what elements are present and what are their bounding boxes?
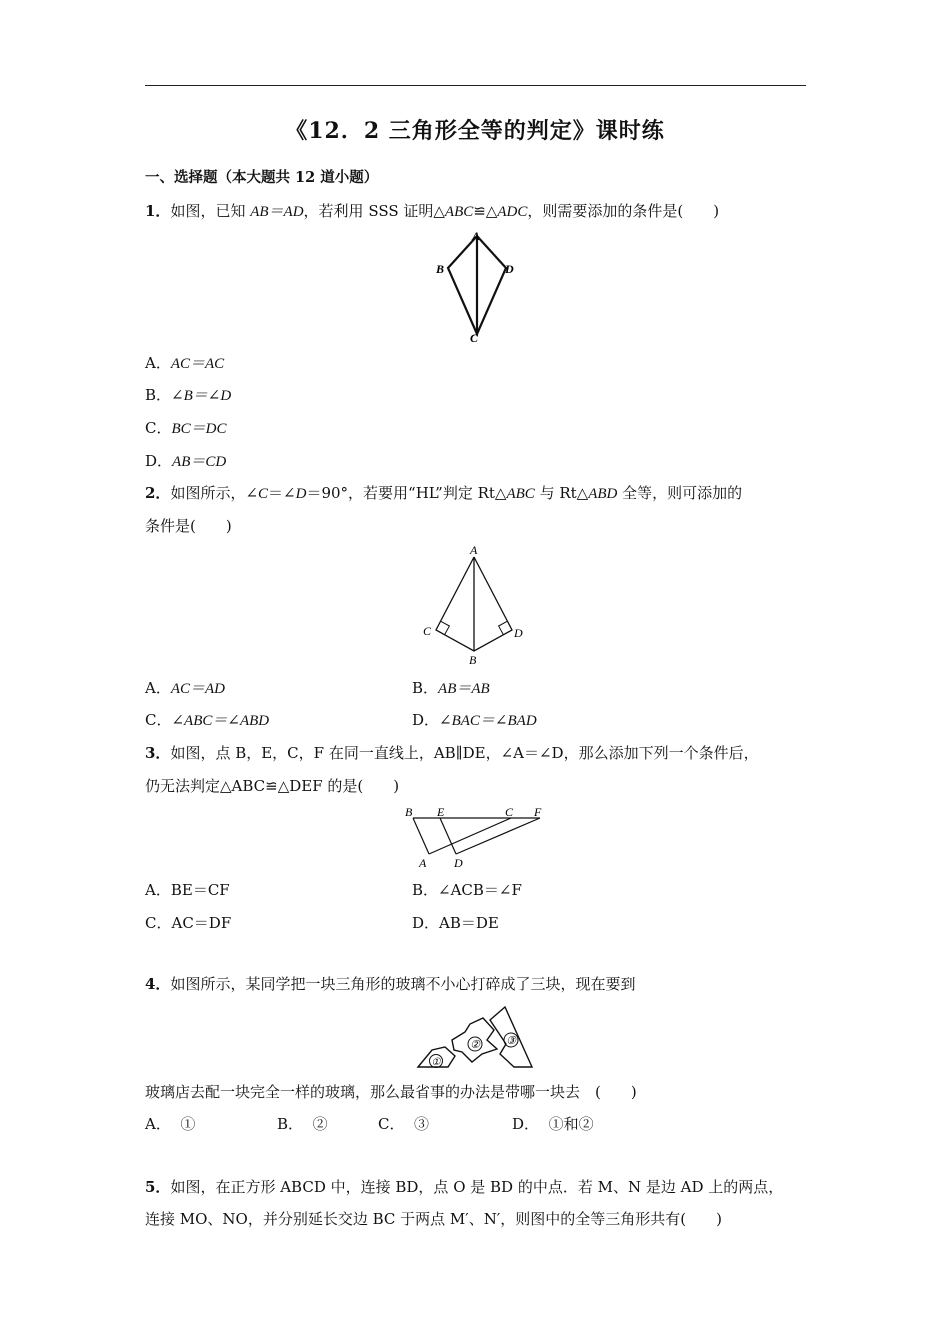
question-5-text-line2: 连接 MO、NO，并分别延长交边 BC 于两点 M′、N′，则图中的全等三角形共有( ) bbox=[145, 1210, 722, 1228]
label-d: D bbox=[514, 626, 523, 640]
section-heading: 一、选择题（本大题共 12 道小题） bbox=[145, 169, 379, 186]
question-1-figure bbox=[430, 226, 520, 346]
label-c: C bbox=[470, 331, 479, 345]
label-a: A bbox=[419, 856, 427, 870]
question-number: 5． bbox=[145, 1178, 171, 1196]
question-1-option-c[interactable]: C．BC＝DC bbox=[145, 419, 227, 437]
piece-2-label: ② bbox=[470, 1039, 480, 1051]
page-title: 《12．2 三角形全等的判定》课时练 bbox=[285, 118, 665, 144]
label-c: C bbox=[423, 624, 432, 638]
question-number: 2． bbox=[145, 484, 171, 502]
question-4-option-c[interactable]: C． ③ bbox=[378, 1115, 430, 1133]
question-2-option-b[interactable]: B．AB＝AB bbox=[412, 679, 490, 697]
label-d: D bbox=[505, 262, 514, 276]
question-number: 3． bbox=[145, 744, 171, 762]
question-number: 1． bbox=[145, 202, 171, 220]
label-f: F bbox=[534, 805, 542, 819]
question-1-option-a[interactable]: A．AC＝AC bbox=[145, 354, 225, 372]
question-1-option-b[interactable]: B．∠B＝∠D bbox=[145, 386, 232, 404]
question-4-option-a[interactable]: A． ① bbox=[145, 1115, 196, 1133]
piece-1-label: ① bbox=[431, 1057, 441, 1068]
label-b: B bbox=[436, 262, 445, 276]
label-a: A bbox=[470, 543, 478, 557]
question-4-option-b[interactable]: B． ② bbox=[277, 1115, 328, 1133]
label-e: E bbox=[437, 805, 445, 819]
question-2-option-d[interactable]: D．∠BAC＝∠BAD bbox=[412, 711, 537, 729]
question-3-text-line2: 仍无法判定△ABC≌△DEF 的是( ) bbox=[145, 777, 400, 795]
segment-ab bbox=[413, 818, 429, 854]
question-2-figure bbox=[418, 543, 528, 668]
question-2-text-line2: 条件是( ) bbox=[145, 517, 232, 535]
question-4-figure bbox=[410, 1002, 540, 1074]
question-3-option-b[interactable]: B．∠ACB＝∠F bbox=[412, 881, 522, 899]
question-2-option-c[interactable]: C．∠ABC＝∠ABD bbox=[145, 711, 270, 729]
question-number: 4． bbox=[145, 975, 171, 993]
label-b: B bbox=[405, 805, 413, 819]
header-rule bbox=[145, 85, 806, 86]
question-4-text-line2: 玻璃店去配一块完全一样的玻璃，那么最省事的办法是带哪一块去 ( ) bbox=[145, 1083, 637, 1101]
question-5-text: 5．如图，在正方形 ABCD 中，连接 BD，点 O 是 BD 的中点．若 M、N 是边 AD 上的两点， bbox=[145, 1178, 784, 1196]
question-2-text: 2．如图所示，∠C＝∠D＝90°，若要用“HL”判定 Rt△ABC 与 Rt△ABD 全等，则可添加的 bbox=[145, 484, 743, 502]
question-2-option-a[interactable]: A．AC＝AD bbox=[145, 679, 226, 697]
question-3-option-c[interactable]: C．AC＝DF bbox=[145, 914, 232, 932]
question-3-figure bbox=[400, 800, 560, 875]
piece-3-label: ③ bbox=[506, 1035, 516, 1047]
question-4-text: 4．如图所示，某同学把一块三角形的玻璃不小心打碎成了三块，现在要到 bbox=[145, 975, 636, 993]
question-1-option-d[interactable]: D．AB＝CD bbox=[145, 452, 227, 470]
label-c: C bbox=[505, 805, 514, 819]
question-3-text: 3．如图，点 B，E，C，F 在同一直线上，AB∥DE，∠A＝∠D，那么添加下列一个条件后， bbox=[145, 744, 759, 762]
question-1-text: 1．如图，已知 AB＝AD，若利用 SSS 证明△ABC≌△ADC，则需要添加的条件是( ) bbox=[145, 202, 720, 220]
label-d: D bbox=[454, 856, 463, 870]
question-4-option-d[interactable]: D． ①和② bbox=[512, 1115, 594, 1133]
question-3-option-a[interactable]: A．BE＝CF bbox=[145, 881, 230, 899]
label-b: B bbox=[469, 653, 477, 667]
label-a: A bbox=[472, 229, 481, 243]
question-3-option-d[interactable]: D．AB＝DE bbox=[412, 914, 499, 932]
